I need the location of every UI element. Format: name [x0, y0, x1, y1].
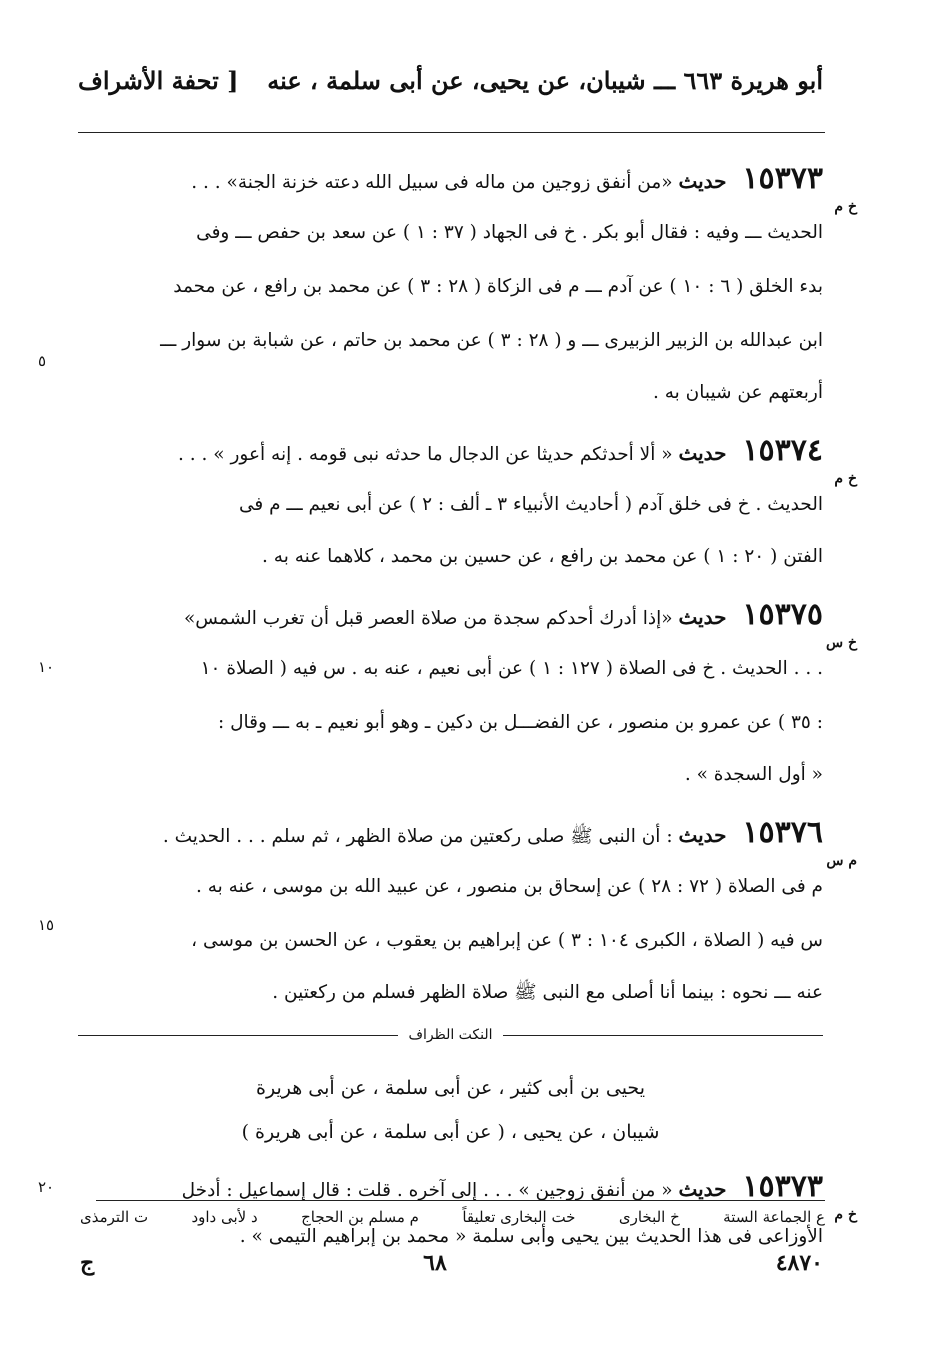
section-divider: [78, 1024, 823, 1048]
hadith-first-line: [78, 588, 823, 642]
sigla-item: ت الترمذى: [80, 1208, 149, 1226]
hadith-first-line: [78, 806, 823, 860]
hadith-first-line: [78, 152, 823, 206]
section-divider-label: النكت الظراف: [398, 1027, 502, 1043]
hadith-entry: [38, 152, 857, 418]
hadith-text-line: بدء الخلق ( ٦ : ١٠ ) عن آدم ـــ م فى الزكاة ( ٢٨ : ٣ ) عن محمد بن رافع ، عن محمد: [173, 276, 823, 297]
margin-line-number: ١٥: [38, 916, 55, 934]
hadith-text-line: عنه ـــ نحوه : بينما أنا أصلى مع النبى ﷺ صلاة الظهر فسلم من ركعتين .: [272, 982, 823, 1003]
margin-line-number: ١٠: [38, 658, 55, 676]
header-book-title: [ تحفة الأشراف: [78, 66, 239, 95]
hadith-text-line: : ٣٥ ) عن عمرو بن منصور ، عن الفضـــل بن دكين ـ وهو أبو نعيم ـ به ـــ وقال :: [217, 712, 823, 733]
hadith-text-line: س فيه ( الصلاة ، الكبرى ١٠٤ : ٣ ) عن إبراهيم بن يعقوب ، عن الحسن بن موسى ،: [191, 930, 823, 951]
hadith-text-line: « أول السجدة » .: [684, 764, 823, 785]
hadith-text-line: «إذا أدرك أحدكم سجدة من صلاة العصر قبل أن تغرب الشمس»: [183, 608, 673, 629]
hadith-text-line: «من أنفق زوجين من ماله فى سبيل الله دعته خزنة الجنة» . . .: [191, 172, 673, 193]
running-header: [78, 66, 823, 95]
hadith-siglum: خ م: [834, 199, 857, 215]
hadith-text-line: « ألا أحدثكم حديثا عن الدجال ما حدثه نبى قومه . إنه أعور » . . .: [178, 444, 673, 465]
hadith-entry: [78, 424, 857, 582]
isnad-chain: شيبان ، عن يحيى ، ( عن أبى سلمة ، عن أبى هريرة ): [241, 1121, 660, 1143]
note-text-line: « من أنفق زوجين » . . . إلى آخره . قلت : قال إسماعيل : أدخل: [181, 1180, 673, 1201]
sigla-item: خ البخارى: [618, 1208, 680, 1226]
sigla-item: خت البخارى تعليقاً: [462, 1208, 576, 1226]
hadith-siglum: م س: [826, 853, 857, 869]
hadith-text-line: الحديث ـــ وفيه : فقال أبو بكر . خ فى الجهاد ( ٣٧ : ١ ) عن سعد بن حفص ـــ وفى: [196, 222, 823, 243]
note-keyword: حديث: [678, 1177, 727, 1201]
volume-mark: ج: [80, 1250, 95, 1276]
note-text-line: الأوزاعى فى هذا الحديث بين يحيى وأبى سلمة « محمد بن إبراهيم التيمى » .: [239, 1226, 823, 1247]
note-siglum: خ م: [834, 1207, 857, 1223]
hadith-keyword: حديث: [678, 169, 727, 193]
hadith-first-line: [78, 424, 823, 478]
hadith-text-line: : أن النبى ﷺ صلى ركعتين من صلاة الظهر ، ثم سلم . . . الحديث .: [162, 826, 673, 847]
hadith-entry: [38, 806, 857, 1018]
note-number: ١٥٣٧٣: [742, 1169, 823, 1204]
hadith-number: ١٥٣٧٦: [742, 815, 823, 850]
sigla-item: د لأبى داود: [191, 1208, 258, 1226]
page-number: ٦٨: [423, 1250, 447, 1276]
hadith-text-line: الفتن ( ٢٠ : ١ ) عن محمد بن رافع ، عن حسين بن محمد ، كلاهما عنه به .: [262, 546, 823, 567]
hadith-number: ١٥٣٧٥: [742, 597, 823, 632]
header-rule: [78, 132, 825, 133]
hadith-text-line: . . . الحديث . خ فى الصلاة ( ١٢٧ : ١ ) عن أبى نعيم ، عنه به . س فيه ( الصلاة ١٠: [200, 658, 823, 679]
hadith-text-line: ابن عبدالله بن الزبير الزبيرى ـــ و ( ٢٨ : ٣ ) عن محمد بن حاتم ، عن شبابة بن سوار ـــ: [160, 330, 823, 351]
sigla-item: م مسلم بن الحجاج: [301, 1208, 419, 1226]
hadith-siglum: خ م: [834, 471, 857, 487]
hadith-text-line: الحديث . خ فى خلق آدم ( أحاديث الأنبياء ٣ ـ ألف : ٢ ) عن أبى نعيم ـــ م فى: [238, 494, 823, 515]
isnad-chain: يحيى بن أبى كثير ، عن أبى سلمة ، عن أبى هريرة: [256, 1077, 645, 1099]
hadith-keyword: حديث: [678, 605, 727, 629]
hadith-text-line: أربعتهم عن شيبان به .: [652, 382, 823, 403]
hadith-text-line: م فى الصلاة ( ٧٢ : ٢٨ ) عن إسحاق بن منصور ، عن عبيد الله بن موسى ، عنه به .: [195, 876, 823, 897]
margin-line-number: ٢٠: [38, 1178, 55, 1196]
margin-line-number: ٥: [38, 352, 47, 370]
hadith-keyword: حديث: [678, 441, 727, 465]
sigla-item: ع الجماعة الستة: [723, 1208, 825, 1226]
sigla-key: [80, 1208, 825, 1226]
note-first-line: [78, 1162, 823, 1212]
hadith-number: ١٥٣٧٣: [742, 161, 823, 196]
hadith-entry: [38, 588, 857, 800]
hadith-siglum: خ س: [825, 635, 857, 651]
header-chain: أبو هريرة ٦٦٣ ـــ شيبان، عن يحيى، عن أبى سلمة ، عنه: [267, 66, 823, 95]
hadith-keyword: حديث: [678, 823, 727, 847]
hadith-number: ١٥٣٧٤: [742, 433, 823, 468]
footnote-rule: [96, 1200, 825, 1201]
main-text: [38, 152, 857, 1268]
signature-number: ٤٨٧٠: [775, 1250, 823, 1276]
page-footer: [80, 1250, 823, 1276]
